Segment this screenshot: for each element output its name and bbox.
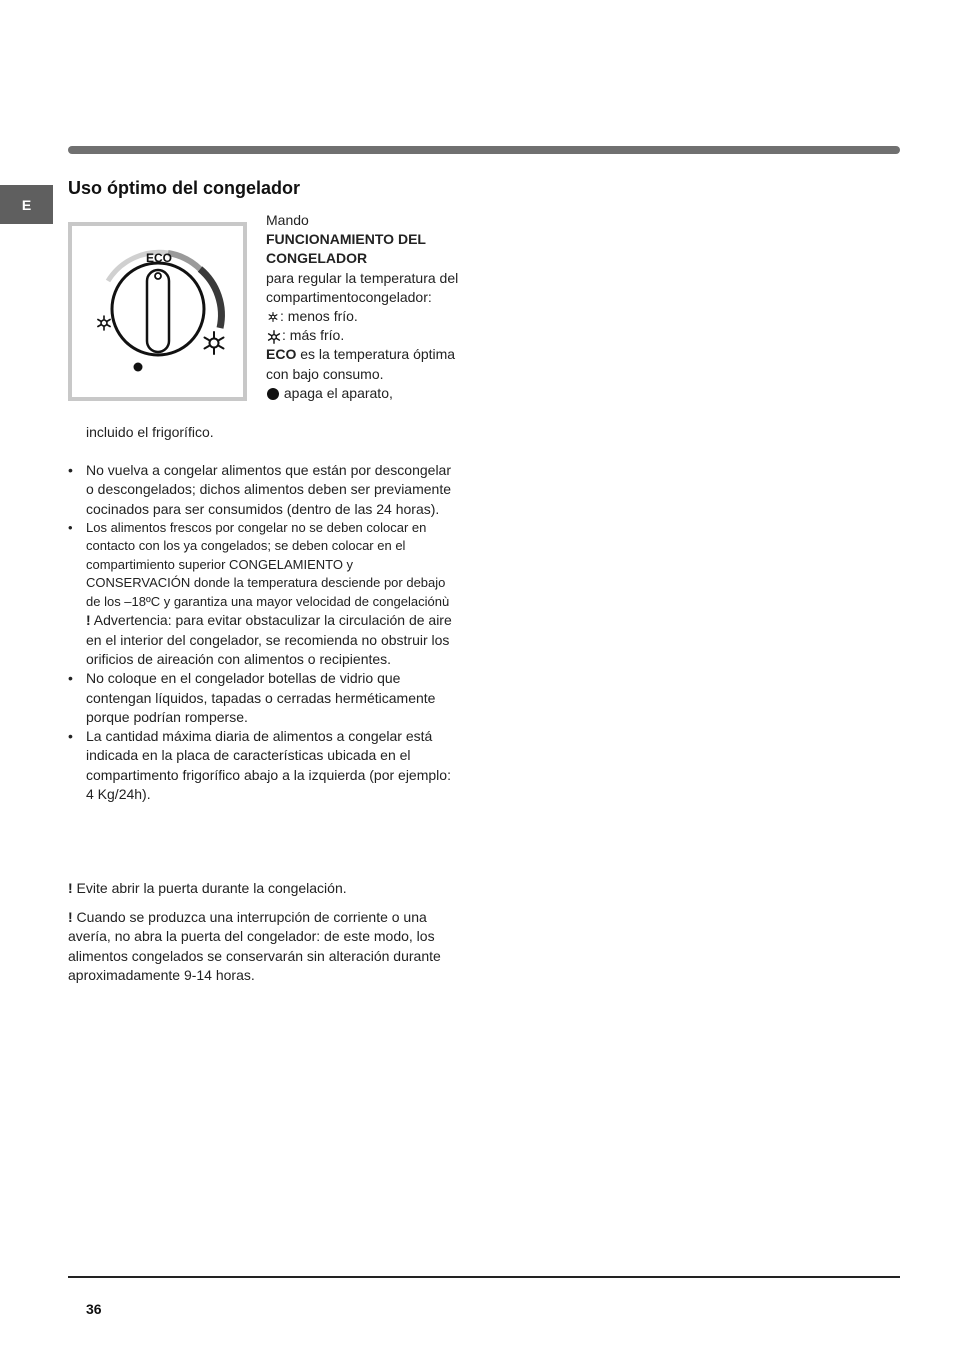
small-snowflake-icon (98, 316, 110, 330)
thermostat-dial-illustration (68, 222, 247, 401)
exclamation-icon: ! (68, 909, 73, 925)
bullet-icon: • (68, 519, 73, 535)
note-power-outage: ! Cuando se produzca una interrupción de corriente o una avería, no abra la puerta del congelador: de este modo, los alimentos congelados se conservarán sin alteración durante aproximadamente 9-14 horas. (68, 909, 441, 983)
warning-note: ! Advertencia: para evitar obstaculizar la circulación de aire en el interior del congelador, se recomienda no obstruir los orificios de aireación con alimentos o recipientes. (86, 612, 452, 667)
language-tab: E (0, 185, 53, 224)
dial-pointer (155, 273, 161, 279)
intro-line1: Mando (266, 212, 309, 228)
list-item: • No vuelva a congelar alimentos que están por descongelar o descongelados; dichos alimentos deben ser previamente cocinados para ser consumidos (dentro de las 24 horas). (68, 462, 452, 517)
small-snowflake-icon (266, 311, 280, 323)
intro-more-cold: : más frío. (266, 326, 466, 345)
large-snowflake-icon (266, 330, 282, 344)
intro-purpose: para regular la temperatura del compartimentocongelador: (266, 269, 459, 305)
intro-off: apaga el aparato, (266, 384, 466, 403)
bullet-icon: • (68, 728, 73, 745)
large-snowflake-icon (205, 332, 224, 354)
intro-less-cold: : menos frío. (266, 307, 466, 326)
dial-grip (147, 270, 169, 352)
list-item: • No coloque en el congelador botellas de vidrio que contengan líquidos, tapadas o cerradas herméticamente porque podrían romperse. (68, 670, 436, 725)
list-item: • La cantidad máxima diaria de alimentos a congelar está indicada en la placa de características ubicada en el compartimento frigorífico abajo a la izquierda (por ejemplo: 4 Kg/24h). (68, 728, 451, 803)
note-door-freezing: ! Evite abrir la puerta durante la congelación. (68, 880, 347, 896)
exclamation-icon: ! (68, 880, 73, 896)
off-dot-icon (134, 363, 143, 372)
tips-list (68, 461, 458, 804)
bullet-icon: • (68, 462, 73, 478)
dial-description (266, 211, 466, 403)
exclamation-icon: ! (86, 612, 91, 629)
intro-eco: ECO es la temperatura óptima con bajo consumo. (266, 346, 456, 382)
list-item: • Los alimentos frescos por congelar no se deben colocar en contacto con los ya congelados; se deben colocar en el compartimiento superior CONGELAMIENTO y CONSERVACIÓN donde la temperatura desciende por debajo de los –18ºC y garantiza una mayor velocidad de congelaciónù ! Advertencia: para evitar obstaculizar la circulación de aire en el interior del congelador, se recomienda no obstruir los orificios de aireación con alimentos o recipientes. (68, 519, 458, 669)
section-title: Uso óptimo del congelador (68, 178, 301, 198)
dial-drawing (72, 226, 243, 397)
off-dot-icon (266, 387, 280, 401)
page-number: 36 (86, 1301, 102, 1317)
bullet-icon: • (68, 670, 73, 687)
footer-rule (68, 1276, 900, 1278)
eco-label: ECO (145, 251, 173, 265)
intro-tail: incluido el frigorífico. (86, 424, 214, 440)
header-rule (68, 146, 900, 154)
intro-heading: FUNCIONAMIENTO DEL CONGELADOR (266, 231, 426, 267)
